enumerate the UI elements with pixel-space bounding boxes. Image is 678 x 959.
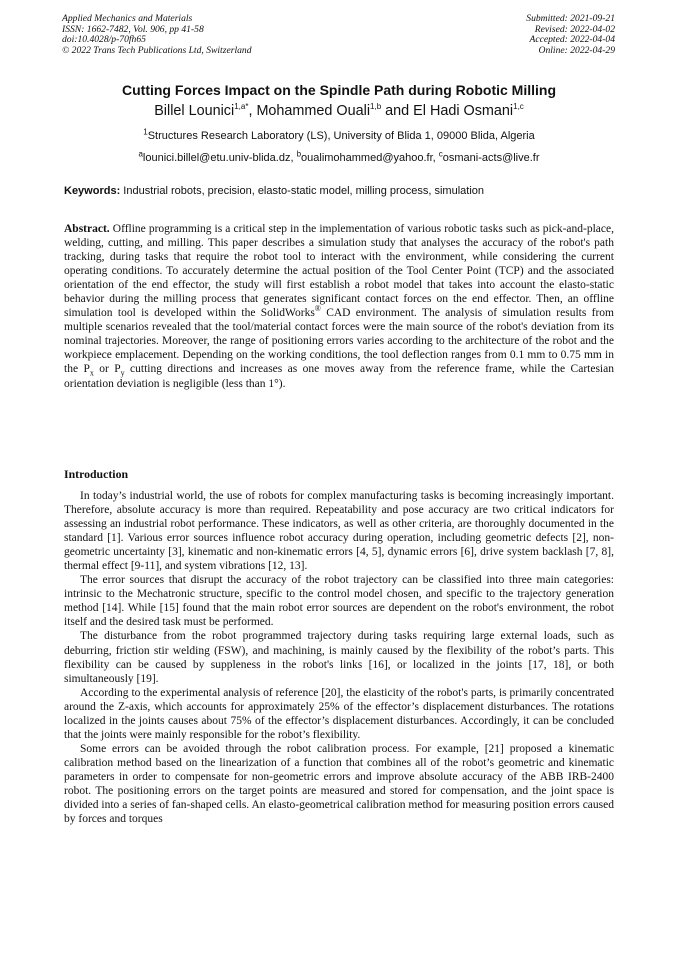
author-3-affil: 1,c <box>513 102 524 112</box>
author-separator: and <box>381 103 414 119</box>
abstract-text: cutting directions and increases as one moves away from the reference frame, while the Cartesian orientation deviation is negligible (less than 1°). <box>64 363 614 390</box>
abstract <box>64 222 614 391</box>
email-b: oualimohammed@yahoo.fr, <box>301 152 439 164</box>
abstract-text: or P <box>93 363 121 376</box>
email-a: lounici.billel@etu.univ-blida.dz, <box>142 152 297 164</box>
affiliation <box>0 127 678 142</box>
author-2-affil: 1,b <box>370 102 382 112</box>
author-1-affil: 1,a* <box>234 102 249 112</box>
email-marker-a: a <box>138 149 143 159</box>
paragraph: The error sources that disrupt the accuracy of the robot trajectory can be classified into three main categories: intrinsic to the Mechatronic structure, specific to the control model chosen, and specific to the trajectory generation method [14]. While [15] found that the main robot error sources are dependent on the robot's environment, the robot itself and the desired task must be performed. <box>64 574 614 629</box>
keywords-text: Industrial robots, precision, elasto-static model, milling process, simulation <box>120 185 485 197</box>
email-marker-b: b <box>296 149 302 159</box>
paragraph: In today’s industrial world, the use of robots for complex manufacturing tasks is becoming increasingly important. Therefore, absolute accuracy is more than required. Repeatability and pose accuracy are two critical indicators for assessing an industrial robot performance. These indicators, as well as other criteria, are thoroughly documented in the standard [1]. Various error sources influence robot accuracy during operation, including geometric defects [2], non-geometric uncertainty [3], kinematic and non-kinematic errors [4, 5], dynamic errors [6], drive system backlash [7, 8], thermal effect [9-11], and system vibrations [12, 13]. <box>64 490 614 573</box>
date-revised: Revised: 2022-04-02 <box>534 23 615 35</box>
section-heading-introduction: Introduction <box>64 467 129 481</box>
journal-info <box>62 14 252 56</box>
registered-mark: ® <box>314 304 321 314</box>
keywords-label: Keywords: <box>64 185 121 197</box>
journal-name: Applied Mechanics and Materials <box>62 13 193 24</box>
paragraph: Some errors can be avoided through the robot calibration process. For example, [21] proposed a kinematic calibration method based on the linearization of a function that combines all of the robot’s geometric and kinematic parameters in order to compensate for non-geometric errors and improve absolute accuracy of the ABB IRB-2400 robot. The positioning errors on the target points are measured and stored for compensation, and the joint space is divided into a series of fan-shaped cells. An elasto-geometrical calibration method for measuring position errors caused by forces and torques <box>64 742 614 826</box>
author-separator: , <box>248 103 257 119</box>
journal-issn: ISSN: 1662-7482, Vol. 906, pp 41-58 <box>62 23 204 35</box>
author-2: Mohammed Ouali <box>256 103 371 119</box>
abstract-text: Offline programming is a critical step in the implementation of various robotic tasks such as pick-and-place, welding, cutting, and milling. This paper describes a simulation study that analyses the accuracy of the robot's path tracking, during tasks that require the robot tool to interact with the environment, while considering the current operating conditions. To accurately determine the actual position of the Tool Center Point (TCP) and the associated orientation of the end effector, the study will first establish a robot model that takes into account the elasto-static behavior during the milling process that generates significant contact forces on the end effector. Then, an offline simulation tool is developed within the SolidWorks <box>64 223 614 320</box>
paragraph: According to the experimental analysis of reference [20], the elasticity of the robot's parts, is primarily concentrated around the Z-axis, which accounts for approximately 25% of the effector’s displacement disturbances. The rotations localized in the joints causes about 75% of the effector’s displacement disturbances. Accordingly, it can be concluded that the joints were mainly responsible for the robot’s flexibility. <box>64 686 614 741</box>
author-emails <box>0 149 678 164</box>
abstract-text: CAD environment. The analysis of simulation results from multiple scenarios revealed that the tool/material contact forces were the main source of the robot's deviation from its nominal trajectories. Moreover, the range of positioning errors varies according to the architecture of the robot and the workpiece emplacement. Depending on the working conditions, the tool deflection ranges from 0.1 mm to 0.75 mm in the P <box>64 307 614 376</box>
subscript-y: y <box>120 368 125 378</box>
journal-doi: doi:10.4028/p-70fh65 <box>62 34 146 46</box>
subscript-x: x <box>89 368 94 378</box>
date-online: Online: 2022-04-29 <box>538 44 615 56</box>
date-accepted: Accepted: 2022-04-04 <box>529 34 615 46</box>
email-marker-c: c <box>438 149 443 159</box>
paragraph: The disturbance from the robot programmed trajectory during tasks requiring large external loads, such as deburring, friction stir welding (FSW), and machining, is mainly caused by the flexibility of the robot’s parts. This flexibility can be caused by suppleness in the robot's links [16], or localized in the joints [17, 18], or both simultaneously [19]. <box>64 630 614 685</box>
date-submitted: Submitted: 2021-09-21 <box>526 13 615 24</box>
author-3: El Hadi Osmani <box>413 103 514 119</box>
author-list <box>0 103 678 119</box>
affiliation-text: Structures Research Laboratory (LS), University of Blida 1, 09000 Blida, Algeria <box>147 130 535 142</box>
abstract-label: Abstract. <box>64 223 110 235</box>
publication-dates <box>526 14 615 56</box>
keywords <box>64 185 624 197</box>
journal-copyright: © 2022 Trans Tech Publications Ltd, Switzerland <box>62 44 252 56</box>
author-1: Billel Lounici <box>154 103 235 119</box>
paper-title: Cutting Forces Impact on the Spindle Path during Robotic Milling <box>122 82 556 98</box>
introduction-body <box>64 489 614 826</box>
email-c: osmani-acts@live.fr <box>442 152 540 164</box>
affiliation-marker: 1 <box>143 127 148 137</box>
